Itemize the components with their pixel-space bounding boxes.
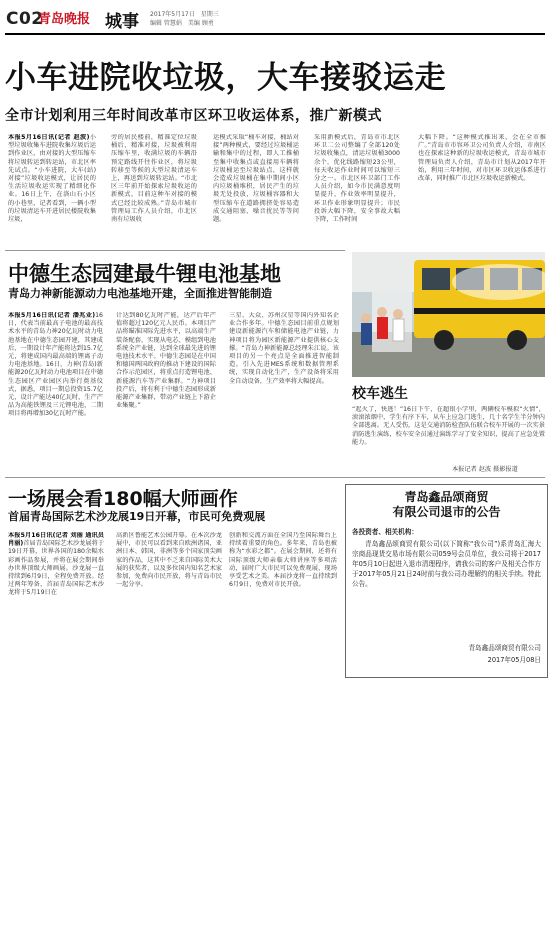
- painting-column-1: [8, 532, 104, 632]
- lead-column-3: 运模式采取“桶车对接，桶站对接”两种模式，要经过垃圾桶运输和集中的过程，即人工推桶至集中收集点或直接用车辆将垃圾桶运至垃圾站点，这样就会造成垃圾桶在集中期间小区内垃圾桶堆积，居民产生的垃圾无处投放，垃圾桶容器和大型压缩车在道路拥挤处容易造成交通阻塞、噪音扰民等等问题。: [213, 134, 299, 224]
- lead-column-4: 采用新模式后，青岛市市北区环卫二公司整编了全部120处垃圾收集点，清运垃圾桶3000余个，优化线路缩短23公里，每天收运作业时间可以缩短三分之一。市北区环卫部门工作人员介绍，如今市民满意度明显提升，作业效率明显提升，环卫作业形象明显提升；市民投诉大幅下降，安全事故大幅下降，工作时间: [314, 134, 400, 224]
- photo-credit: 本报记者 赵波 摄影报道: [452, 466, 518, 473]
- battery-byline: 本报5月16日讯(记者 潘兆业): [8, 312, 96, 319]
- notice-date: 2017年05月08日: [487, 656, 541, 664]
- battery-column-3: 三星、大众、苏州汉星等国内外知名企业合作多年。中德生态园目前重点规划建设新能源汽车和储能电池产业链，力神项目将为园区新能源产业提供核心支撑。“青岛力神新能源总经理朱江说。该项目的另一个亮点是全面推进智能制造，引入先进MES系统和数据管理系统，实现自动化生产，生产设备将采用全自动设备，生产效率将大幅提高。: [229, 312, 339, 385]
- battery-column-1: [8, 312, 103, 472]
- lead-column-5: 大幅下降。“这种模式推出来，会在全市推广。”青岛市市容环卫公司负责人介绍，市南区也在探索这种新的垃圾收运模式，青岛市城市管理局负责人介绍，青岛市计划从2017年开始，利用三年时间，对市区环卫收运体系进行改革，同时推广市北区垃圾收运新模式。: [418, 134, 546, 183]
- lead-text-1: 小型垃圾收集车进院收集垃圾后运到作业区，由对接的大型压缩车将垃圾转运到转运站，市北区率先试点。“小车进院，大车(站)对接”垃圾收运模式，让居民的生活垃圾收运实现了精细化作业。16日上午，在洛山石小区的小巷里，记者看到，一辆小型的垃圾清运车开进居民楼院收集垃圾，: [8, 134, 96, 224]
- painting-column-3: 创新和交流方面在全国乃至国际舞台上持续着重要的角色。多年来，青岛也被称为“水彩之都”。在展会期间，还将有国际顶级大师亲临大师讲座等多项活动，届时广大市民可以免费观展，现场享受艺术之美。本届沙龙将一直持续到6月9日，免费对市民开放。: [229, 532, 337, 589]
- lead-byline: 本报5月16日讯(记者 赵波): [8, 134, 90, 141]
- notice-title: 有限公司退市的公告: [392, 505, 501, 519]
- painting-text-1: 首届青岛国际艺术沙龙展将于19日开幕，世界各国的180余幅水彩画作品参展，并将在展会期间举办世界顶级大师画展。沙龙展一直持续到6月9日，全程免费开放。经过两年筹备，首届青岛国际艺术沙龙将于5月19日在: [8, 540, 104, 597]
- photo-caption-title: 校车逃生: [352, 386, 408, 402]
- photo-caption-text: “起火了，快逃！”16日下午，在超银小学里，两辆校车模拟“火情”，滚滚浓烟中，学生有序下车，从车上应急门逃生，几十名学生半分钟内全部逃离。无人受伤，这是交通消防检查队伍联合校车开展的一次实景消防逃生演练，校车安全员通过演练学习了安全知识，提高了应急处置能力。: [352, 406, 545, 446]
- battery-subhead: 青岛力神新能源动力电池基地开建，全面推进智能制造: [8, 287, 272, 300]
- painting-byline: 本报5月16日讯(记者 刘丽 通讯员 肖丽): [8, 532, 104, 548]
- notice-signer: 青岛鑫品颂商贸有限公司: [468, 644, 541, 652]
- photo-illustration: [352, 252, 545, 377]
- school-bus-photo: [352, 252, 545, 377]
- battery-column-2: 计达到80亿瓦时产能，达产后年产值将超过120亿元人民币。本项目产品将瞄准国际先进水平，以高端生产装备配套，实现从电芯、模组到电池系统全产业链，达到全球最先进的锂电池技术水平。中德生态园是在中国和德国两国政府的推动下建设的国际合作示范园区，将重点打造锂电池、新能源汽车等产业集群。“力神项目投产后，将有利于中德生态园形成新能源产业集群，带动产业链上下游企业集聚。”: [116, 312, 216, 410]
- notice-company: 青岛鑫品颂商贸: [404, 490, 489, 504]
- notice-body: 青岛鑫品颂商贸有限公司(以下简称“我公司”)系青岛汇海大宗商品现货交易市场有限公司059号会员单位，我公司将于2017年05月10日起进入退市清理程序，请我公司的客户及相关合作方于2017年05月21日24时前与我公司办理解约的相关手续。特此公告。: [352, 540, 541, 588]
- painting-column-2: 高新区鲁能艺术公园开幕。在本次沙龙展中，市民可以看到来自欧洲诸国，亚洲日本、韩国，非洲等多个国家顶尖画家的作品，这其中不乏来自国际美术大展的获奖者，以及多位国内知名艺术家参加，免费向市民开放，将与青岛市民一起分享。: [116, 532, 222, 589]
- page-number: C02: [6, 9, 44, 29]
- newspaper-logo: 青岛晚报: [38, 12, 91, 27]
- lead-column-2: 旁的居民楼前，精准定位垃圾桶后，精准对接，垃圾被利用压缩车里，收满垃圾的车辆沿预定路线开往作业区，将垃圾转移至等候的大型垃圾清运车上，再送到垃圾转运站。“市北区三年前开始探索垃圾收运的新模式，目前这种车对接的模式已经比较成熟。”青岛市城市管理局工作人员介绍，市北区南有垃圾收: [111, 134, 197, 224]
- painting-subhead: 首届青岛国际艺术沙龙展19日开幕，市民可免费观展: [8, 510, 266, 523]
- battery-text-1: 16日，代表当前最高子电池的最高技术水平的青岛力神20亿瓦时动力电池基地在中德生态园开建，其建成后，一期设计年产能将达到15.7亿元，将建成国内最高端的锂离子动力电池基地。16日，力神(青岛)新能源20亿瓦时动力电池项目在中德生态园区产业园区内举行奠基仪式，据悉，项目一期总投资15.7亿元，设计产能达40亿瓦时，生产产品为高能铁锂及三元锂电池，二期项目将再增加30亿瓦时产能。: [8, 312, 103, 418]
- painting-headline: 一场展会看180幅大师画作: [8, 488, 238, 510]
- section-name: 城事: [105, 12, 139, 32]
- notice-salutation: 各投资者、相关机构：: [352, 528, 418, 536]
- lead-column-1: [8, 134, 96, 246]
- editor-credits: 编辑 管慧娟 美编 顾勇: [150, 20, 214, 27]
- divider: [5, 477, 545, 478]
- lead-headline: 小车进院收垃圾，大车接驳运走: [5, 60, 446, 96]
- issue-date: 2017年5月17日 星期三: [150, 11, 219, 18]
- lead-subhead: 全市计划利用三年时间改革市区环卫收运体系，推广新模式: [5, 108, 382, 124]
- header-rule: [5, 33, 545, 35]
- delisting-notice: [345, 484, 548, 678]
- battery-headline: 中德生态园建最牛锂电池基地: [8, 262, 281, 286]
- divider: [5, 250, 345, 251]
